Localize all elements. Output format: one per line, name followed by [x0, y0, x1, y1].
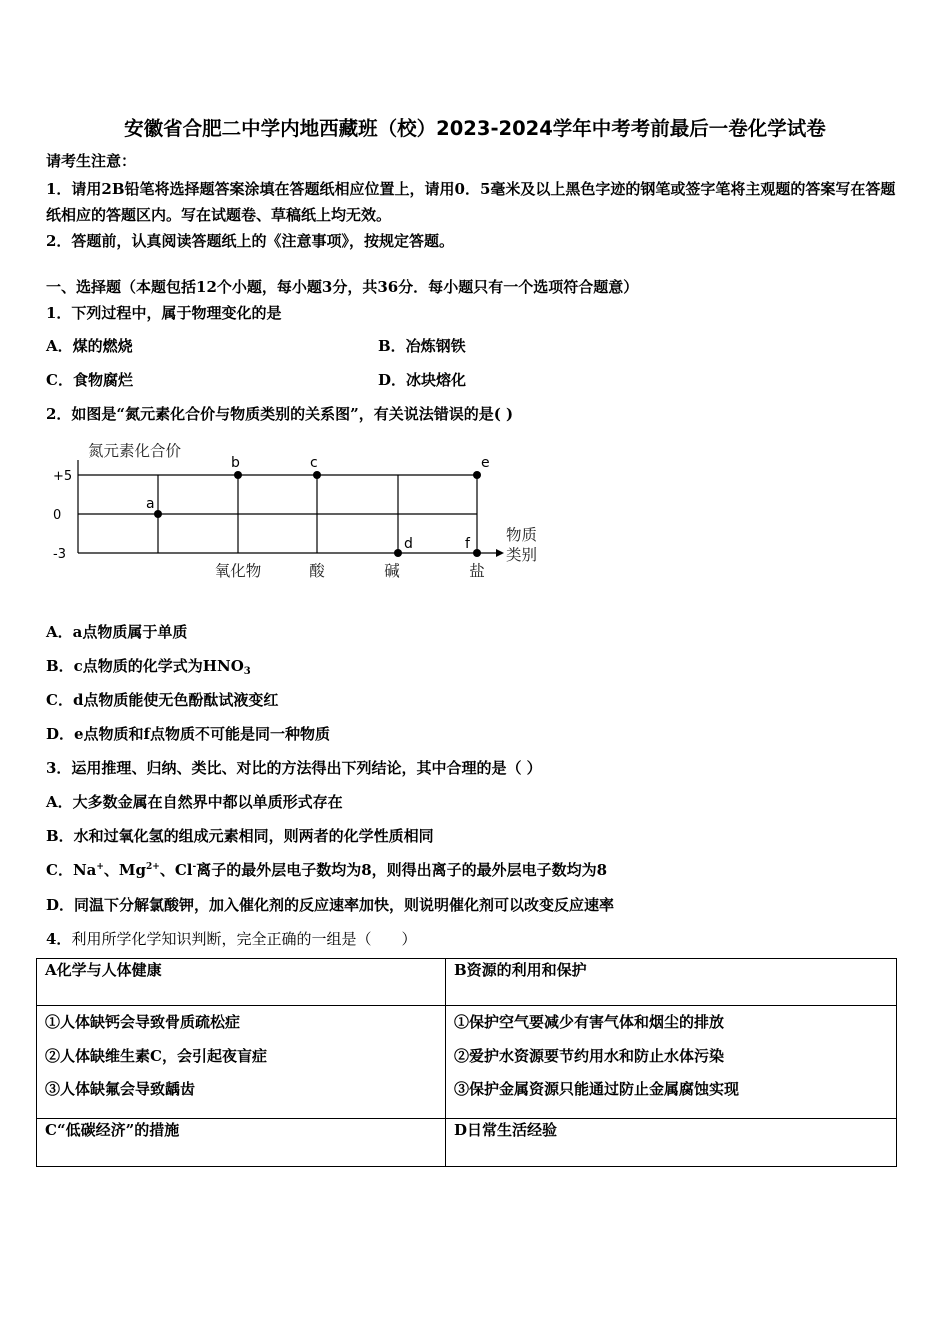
q2-stem: 2．如图是“氮元素化合价与物质类别的关系图”，有关说法错误的是( )	[46, 405, 514, 423]
q1-option-c: C．食物腐烂	[46, 371, 133, 389]
q3-c-part4: 离子的最外层电子数均为8，则得出离子的最外层电子数均为8	[196, 861, 608, 879]
table-row	[37, 1006, 897, 1119]
q2-option-d: D．e点物质和f点物质不可能是同一种物质	[46, 725, 331, 743]
notice-item-2: 2．答题前，认真阅读答题纸上的《注意事项》，按规定答题。	[46, 232, 454, 250]
data-point-label-c: c	[310, 455, 318, 471]
q4-stem	[46, 928, 416, 949]
q1-stem: 1．下列过程中，属于物理变化的是	[46, 304, 282, 322]
q4-b-items	[446, 1006, 897, 1119]
chart-layer	[53, 442, 537, 580]
q2-option-b-subscript: 3	[243, 666, 251, 677]
q3-option-b: B．水和过氧化氢的组成元素相同，则两者的化学性质相同	[46, 827, 434, 845]
q4-stem-text: 利用所学化学知识判断，完全正确的一组是（ ）	[71, 930, 417, 948]
section-heading: 一、选择题（本题包括12个小题，每小题3分，共36分．每小题只有一个选项符合题意）	[46, 278, 639, 296]
q2-option-b	[46, 655, 251, 677]
data-point-label-e: e	[481, 455, 490, 471]
q2-option-c: C．d点物质能使无色酚酞试液变红	[46, 691, 279, 709]
q3-c-part2: 、Mg	[103, 861, 147, 879]
q4-c-heading: C“低碳经济”的措施	[37, 1119, 446, 1167]
q3-c-part3: 、Cl	[159, 861, 193, 879]
y-tick-label: -3	[53, 547, 66, 562]
table-row	[37, 1119, 897, 1167]
q1-option-b: B．冶炼钢铁	[378, 337, 466, 355]
notice-block	[46, 176, 906, 254]
q4-b-item-2: ②爱护水资源要节约用水和防止水体污染	[454, 1046, 725, 1065]
data-point-d	[394, 549, 402, 557]
data-point-label-d: d	[404, 536, 413, 552]
q4-a-item-1: ①人体缺钙会导致骨质疏松症	[45, 1013, 241, 1031]
q4-b-heading: B资源的利用和保护	[446, 959, 897, 1006]
x-category-label: 盐	[469, 562, 485, 580]
x-category-label: 氧化物	[214, 562, 262, 580]
data-point-b	[234, 471, 242, 479]
data-point-f	[473, 549, 481, 557]
q2-option-a: A．a点物质属于单质	[46, 623, 188, 641]
y-tick-label: +5	[53, 469, 73, 484]
data-point-c	[313, 471, 321, 479]
data-point-a	[154, 510, 162, 518]
q1-option-d: D．冰块熔化	[378, 371, 467, 389]
q4-a-heading: A化学与人体健康	[37, 959, 446, 1006]
x-axis-label-line1: 物质	[506, 526, 538, 544]
q4-options-table	[36, 958, 897, 1167]
notice-heading: 请考生注意：	[46, 152, 137, 170]
x-axis-label-line2: 类别	[506, 546, 538, 564]
q3-c-sup2: 2+	[146, 862, 160, 872]
q3-c-sup1: +	[96, 862, 104, 872]
q3-option-c	[46, 859, 607, 880]
q3-option-d: D．同温下分解氯酸钾，加入催化剂的反应速率加快，则说明催化剂可以改变反应速率	[46, 896, 615, 914]
data-point-e	[473, 471, 481, 479]
q4-a-item-2: ②人体缺维生素C，会引起夜盲症	[45, 1046, 267, 1065]
q4-a-item-3: ③人体缺氟会导致龋齿	[45, 1080, 196, 1098]
q1-option-a: A．煤的燃烧	[46, 337, 133, 355]
q4-number: 4．	[46, 930, 72, 948]
q3-c-sup3: -	[192, 862, 197, 872]
q4-d-heading: D日常生活经验	[446, 1119, 897, 1167]
table-row	[37, 959, 897, 1006]
page-title: 安徽省合肥二中学内地西藏班（校）2023-2024学年中考考前最后一卷化学试卷	[124, 117, 826, 140]
y-tick-label: 0	[53, 508, 62, 523]
q3-option-a: A．大多数金属在自然界中都以单质形式存在	[46, 793, 343, 811]
data-point-label-f: f	[465, 536, 470, 552]
nitrogen-valence-chart	[40, 430, 560, 590]
y-axis-label: 氮元素化合价	[88, 442, 182, 460]
q4-a-items	[37, 1006, 446, 1119]
q3-c-part1: C．Na	[46, 861, 97, 879]
x-category-label: 酸	[309, 562, 325, 580]
data-point-label-a: a	[146, 496, 155, 512]
data-point-label-b: b	[231, 455, 240, 471]
notice-item-1: 1．请用2B铅笔将选择题答案涂填在答题纸相应位置上，请用0．5毫米及以上黑色字迹的钢笔或签字笔将主观题的答案写在答题纸相应的答题区内。写在试题卷、草稿纸上均无效。	[46, 180, 896, 224]
q4-b-item-3: ③保护金属资源只能通过防止金属腐蚀实现	[454, 1080, 740, 1098]
x-axis-arrow	[496, 549, 504, 557]
q3-stem: 3．运用推理、归纳、类比、对比的方法得出下列结论，其中合理的是（ ）	[46, 759, 542, 777]
q4-b-item-1: ①保护空气要减少有害气体和烟尘的排放	[454, 1013, 725, 1031]
x-category-label: 碱	[384, 562, 400, 580]
q2-option-b-text: B．c点物质的化学式为HNO	[46, 657, 244, 675]
